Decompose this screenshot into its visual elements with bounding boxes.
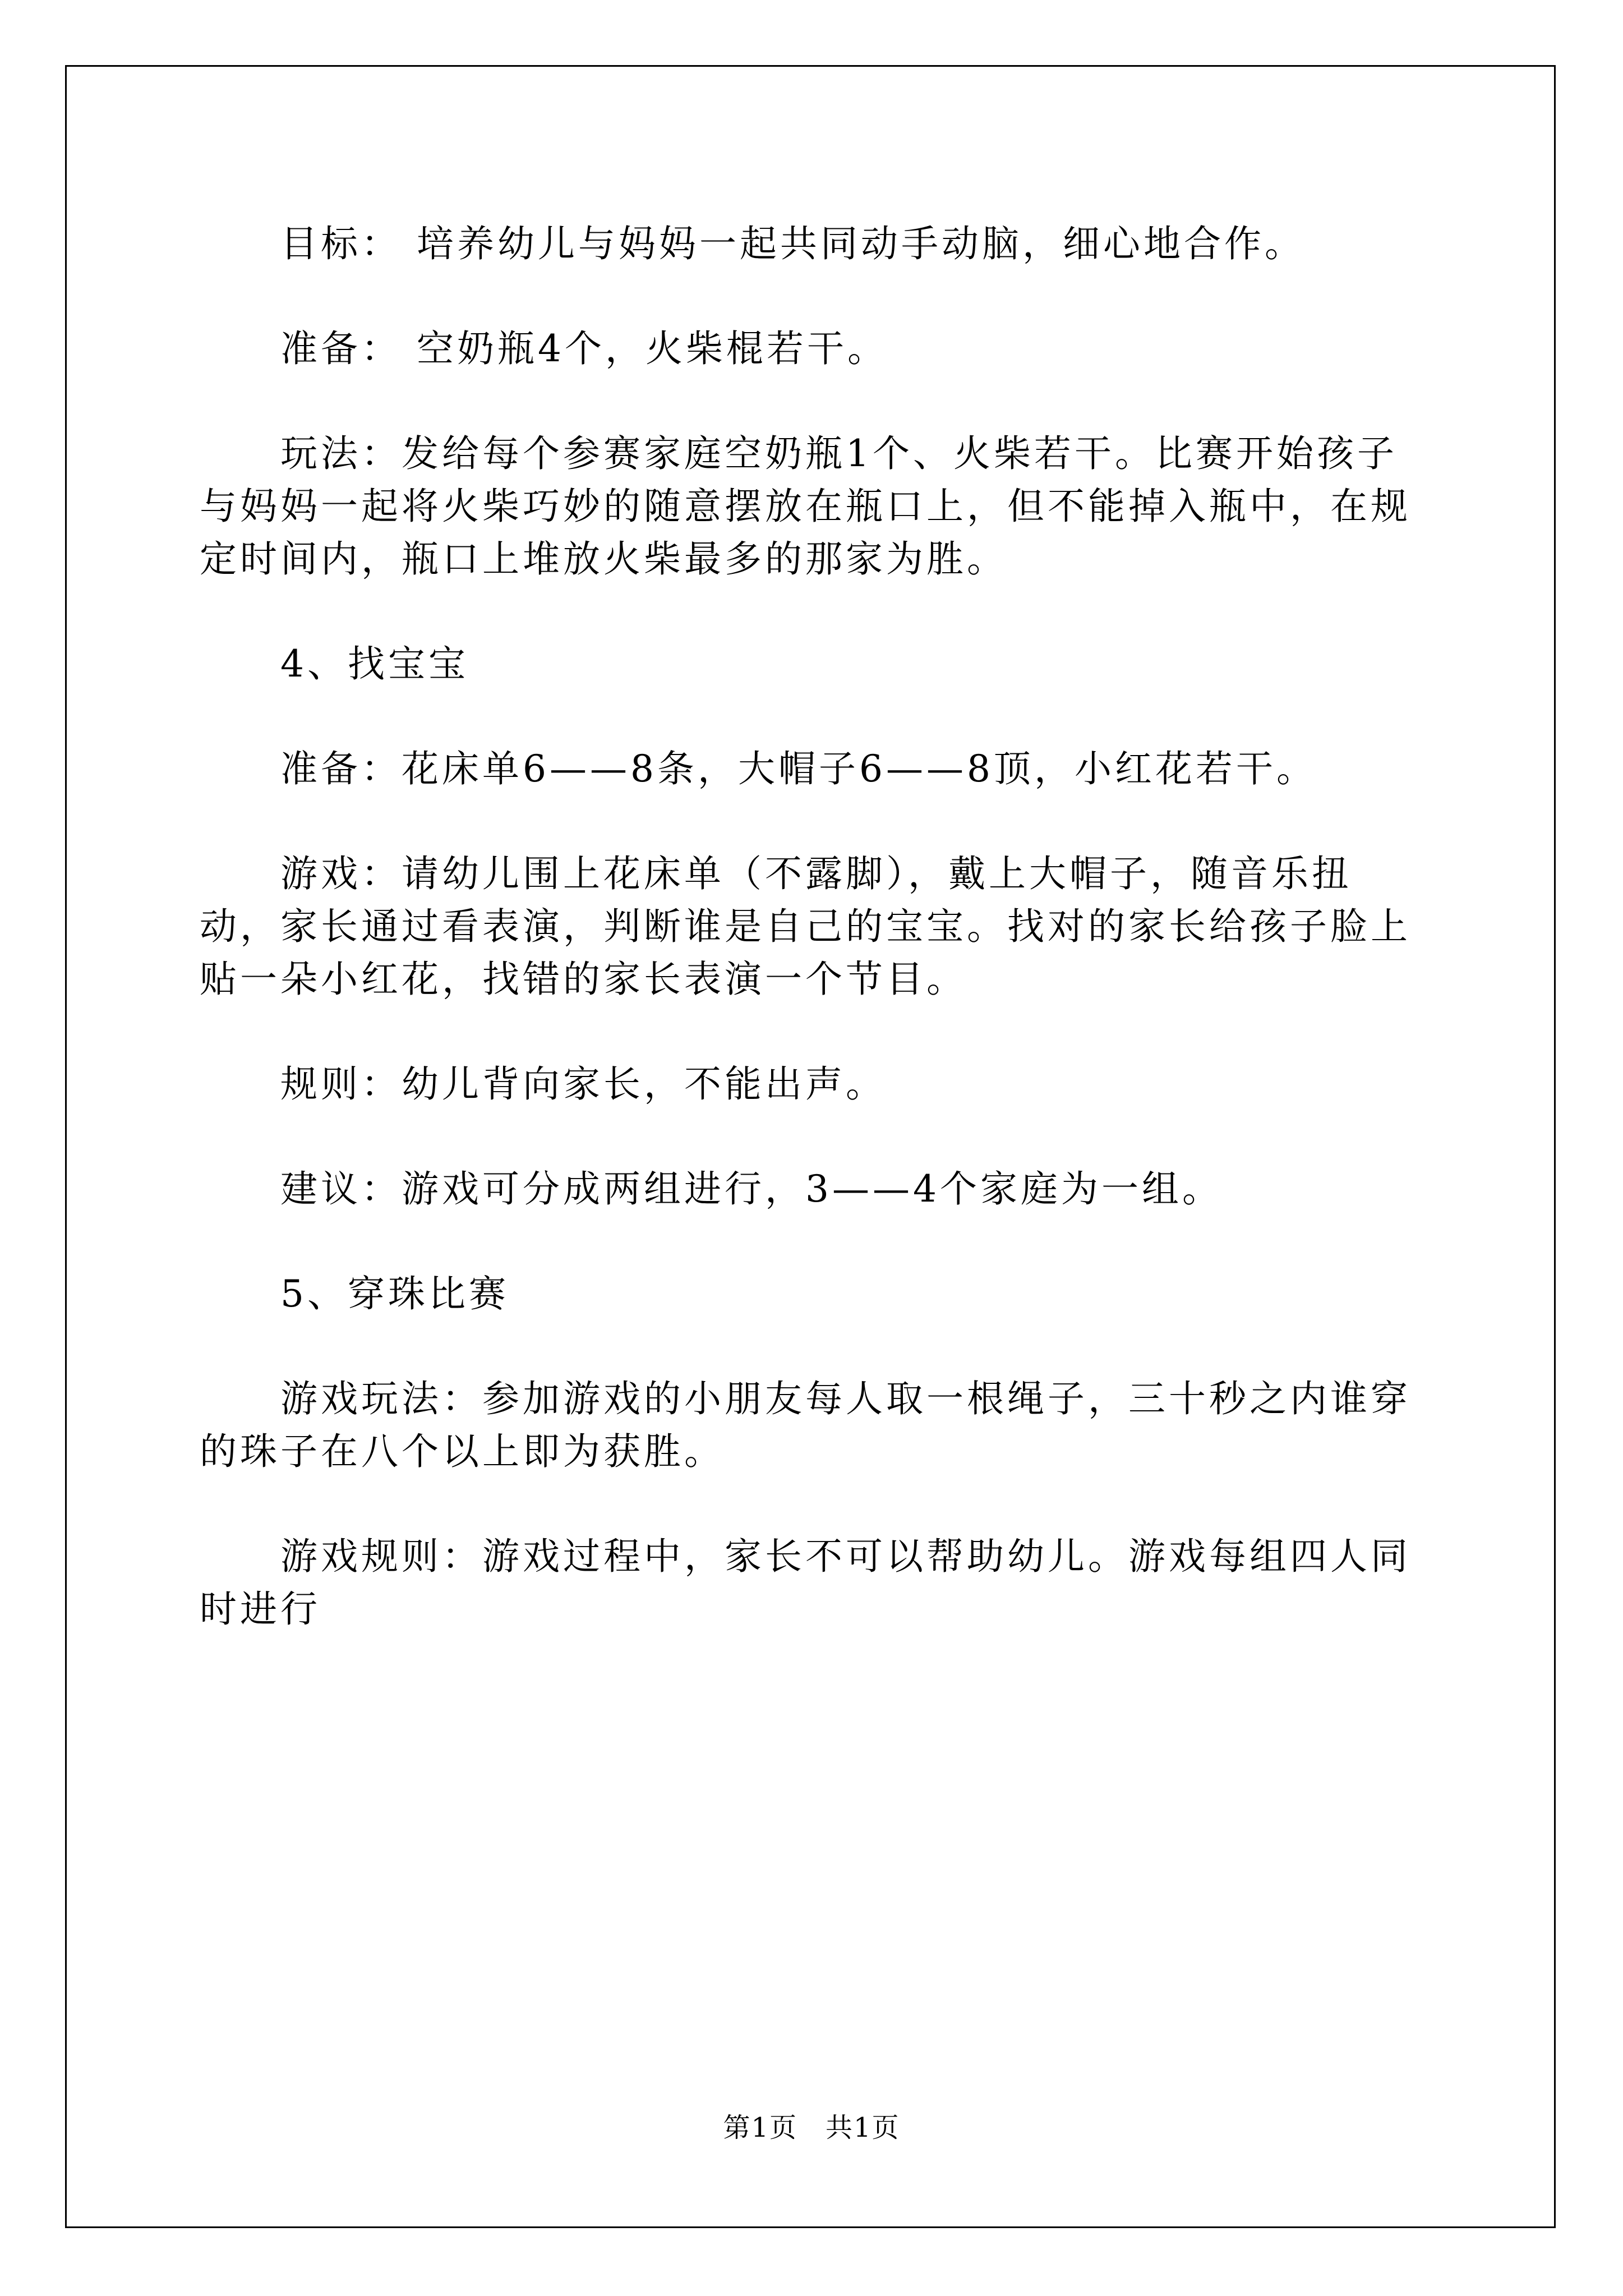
paragraph-find-baby-game: 游戏：请幼儿围上花床单（不露脚），戴上大帽子，随音乐扭动，家长通过看表演，判断谁是自己的宝宝。找对的家长给孩子脸上贴一朵小红花，找错的家长表演一个节目。 [200, 852, 1411, 1001]
section-heading-find-baby: 4、找宝宝 [280, 642, 469, 685]
paragraph-find-baby-preparation: 准备：花床单6——8条，大帽子6——8顶，小红花若干。 [280, 747, 1317, 790]
paragraph-gameplay: 玩法：发给每个参赛家庭空奶瓶1个、火柴若干。比赛开始孩子与妈妈一起将火柴巧妙的随意摆放在瓶口上，但不能掉入瓶中，在规定时间内，瓶口上堆放火柴最多的那家为胜。 [200, 432, 1411, 581]
paragraph-find-baby-rules: 规则：幼儿背向家长，不能出声。 [280, 1062, 886, 1106]
paragraph-goal: 目标： 培养幼儿与妈妈一起共同动手动脑，细心地合作。 [280, 222, 1305, 265]
paragraph-preparation: 准备： 空奶瓶4个，火柴棍若干。 [280, 327, 888, 370]
paragraph-bead-rules: 游戏规则：游戏过程中，家长不可以帮助幼儿。游戏每组四人同时进行 [200, 1535, 1411, 1631]
page-number-footer: 第1页 共1页 [723, 2112, 900, 2143]
paragraph-find-baby-suggestion: 建议：游戏可分成两组进行，3——4个家庭为一组。 [280, 1167, 1223, 1211]
section-heading-bead-contest: 5、穿珠比赛 [280, 1272, 509, 1315]
document-body [200, 218, 1428, 1636]
paragraph-bead-gameplay: 游戏玩法：参加游戏的小朋友每人取一根绳子，三十秒之内谁穿的珠子在八个以上即为获胜。 [200, 1377, 1411, 1473]
